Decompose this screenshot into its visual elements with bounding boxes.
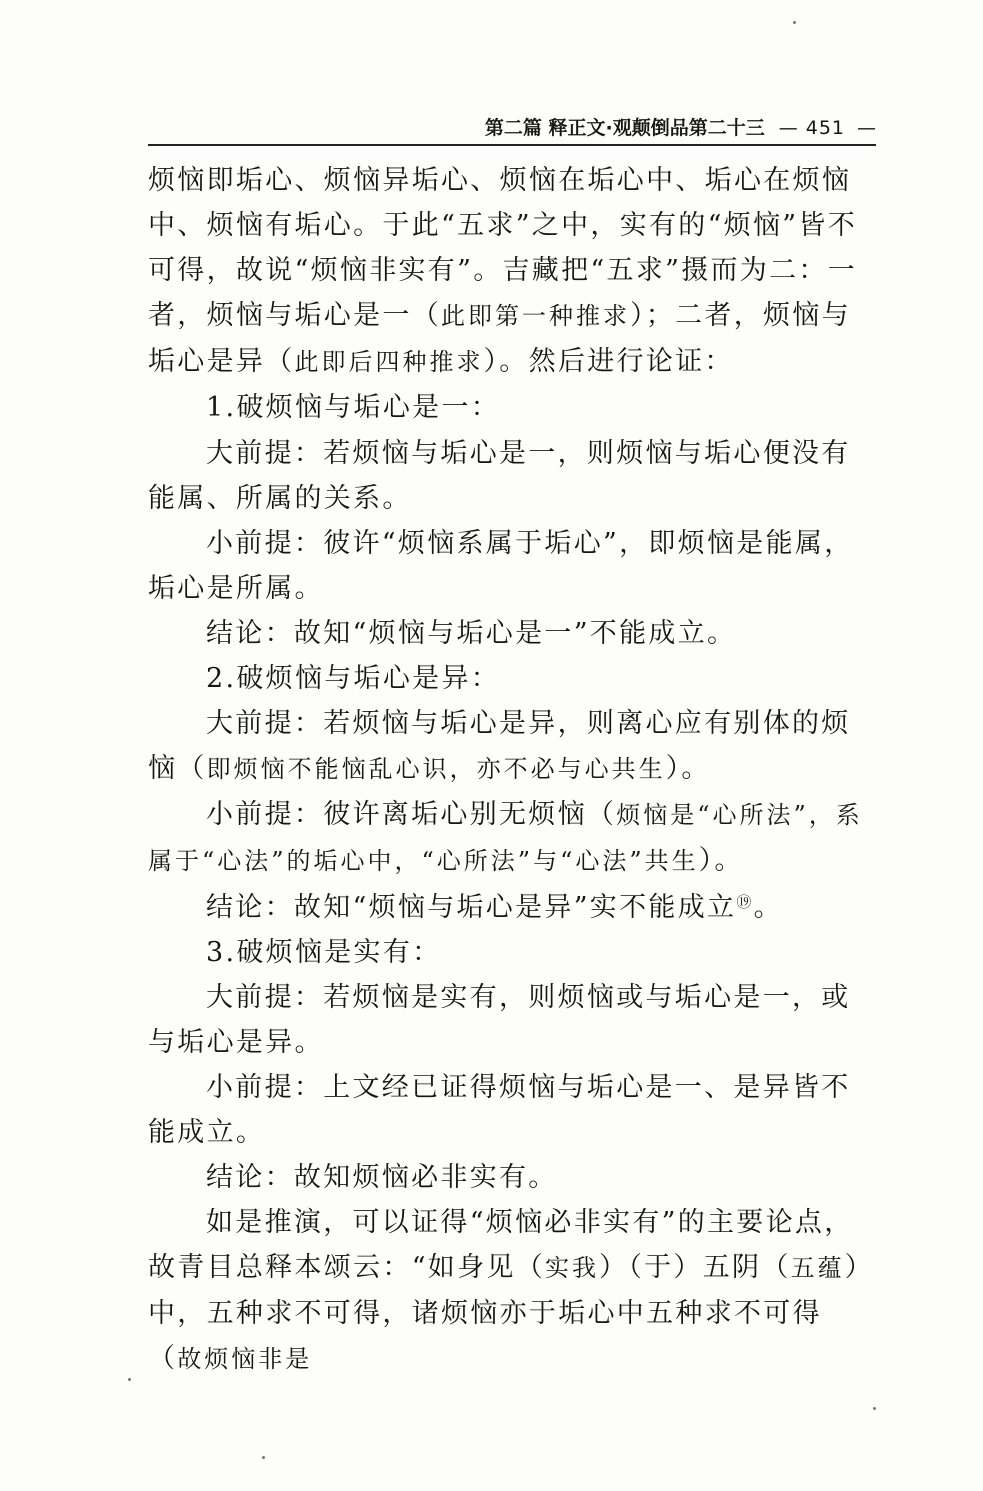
page-number: 451 — [805, 117, 845, 139]
scan-speck — [262, 1456, 265, 1459]
scan-speck — [873, 1407, 876, 1410]
section-heading-1: 1.破烦恼与垢心是一： — [206, 392, 501, 424]
running-header — [148, 116, 876, 146]
inline-note: 即烦恼不能恼乱心识，亦不必与心共生 — [206, 755, 666, 784]
conclusion-3: 结论：故知烦恼必非实有。 — [206, 1162, 558, 1194]
closing-paragraph: 如是推演，可以证得“烦恼必非实有”的主要论点，故青目总释本颂云：“如身见（实我）（于）五阴（五蕴）中，五种求不可得，诸烦恼亦于垢心中五种求不可得（故烦恼非是 — [148, 1207, 874, 1375]
inline-note: 此即后四种推求 — [294, 348, 484, 377]
minor-premise-3: 小前提：上文经已证得烦恼与垢心是一、是异皆不能成立。 — [148, 1071, 851, 1148]
paragraph-1: 烦恼即垢心、烦恼异垢心、烦恼在垢心中、垢心在烦恼中、烦恼有垢心。于此“五求”之中，实有的“烦恼”皆不可得，故说“烦恼非实有”。吉藏把“五求”摄而为二：一者，烦恼与垢心是一（此即第一种推求）；二者，烦恼与垢心是异（此即后四种推求）。然后进行论证： — [148, 165, 858, 378]
section-heading-3: 3.破烦恼是实有： — [206, 936, 442, 968]
inline-note: 烦恼是“心所法”，系属于“心法”的垢心中，“心所法”与“心法”共生 — [148, 801, 863, 876]
minor-premise-1: 小前提：彼许“烦恼系属于垢心”，即烦恼是能属，垢心是所属。 — [148, 527, 854, 604]
minor-premise-2: 小前提：彼许离垢心别无烦恼（烦恼是“心所法”，系属于“心法”的垢心中，“心所法”与“心法”共生）。 — [148, 799, 863, 877]
conclusion-2: 结论：故知“烦恼与垢心是异”实不能成立⑲。 — [206, 891, 783, 923]
inline-note: 此即第一种推求 — [441, 302, 630, 331]
header-dash-left: — — [778, 117, 798, 139]
major-premise-1: 大前提：若烦恼与垢心是一，则烦恼与垢心便没有能属、所属的关系。 — [148, 437, 851, 514]
section-heading-2: 2.破烦恼与垢心是异： — [206, 663, 501, 695]
major-premise-2: 大前提：若烦恼与垢心是异，则离心应有别体的烦恼（即烦恼不能恼乱心识，亦不必与心共生）。 — [148, 708, 851, 785]
scan-speck — [793, 21, 796, 24]
inline-note: 实我 — [545, 1254, 600, 1283]
major-premise-3: 大前提：若烦恼是实有，则烦恼或与垢心是一，或与垢心是异。 — [148, 981, 851, 1058]
inline-note: 故烦恼非是 — [177, 1345, 313, 1374]
scan-speck — [128, 1378, 131, 1381]
page-body — [148, 158, 876, 1383]
inline-note: 五蕴 — [790, 1254, 845, 1283]
conclusion-1: 结论：故知“烦恼与垢心是一”不能成立。 — [206, 617, 737, 649]
footnote-marker: ⑲ — [736, 892, 754, 911]
running-title: 第二篇 释正文·观颠倒品第二十三 — [484, 117, 765, 139]
header-dash-right: — — [857, 117, 876, 139]
